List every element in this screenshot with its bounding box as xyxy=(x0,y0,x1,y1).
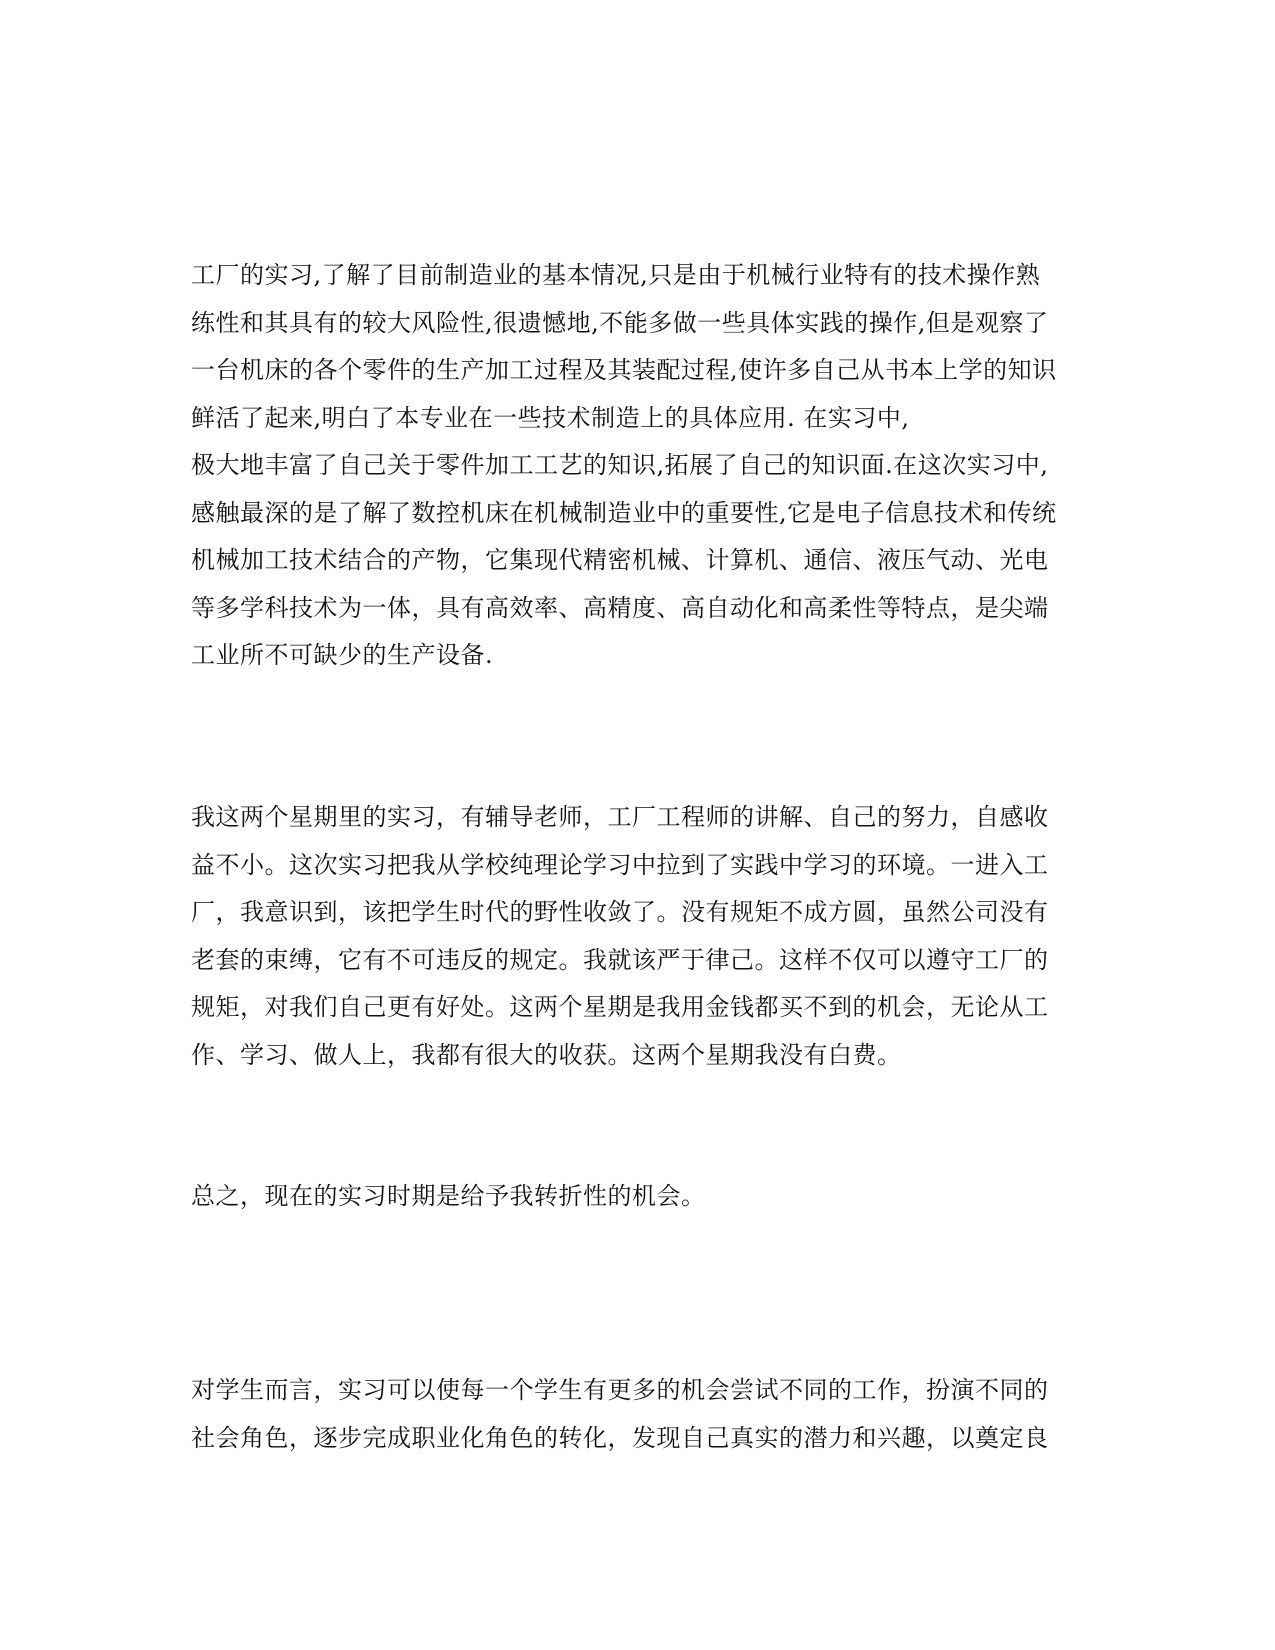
text-line: 我这两个星期里的实习，有辅导老师，工厂工程师的讲解、自己的努力，自感收 xyxy=(191,803,1049,831)
text-line: 作、学习、做人上，我都有很大的收获。这两个星期我没有白费。 xyxy=(191,1040,902,1069)
text-line: 对学生而言，实习可以使每一个学生有更多的机会尝试不同的工作，扮演不同的 xyxy=(191,1376,1049,1404)
text-line: 机械加工技术结合的产物，它集现代精密机械、计算机、通信、液压气动、光电 xyxy=(191,546,1049,574)
paragraph-summary xyxy=(191,1173,1091,1221)
paragraph-internship-factory xyxy=(191,252,1091,680)
text-line: 规矩，对我们自己更有好处。这两个星期是我用金钱都买不到的机会，无论从工 xyxy=(191,993,1049,1021)
text-line: 工厂的实习,了解了目前制造业的基本情况,只是由于机械行业特有的技术操作熟 xyxy=(191,261,1041,289)
paragraph-two-weeks xyxy=(191,794,1091,1079)
text-line: 一台机床的各个零件的生产加工过程及其装配过程,使许多自己从书本上学的知识 xyxy=(191,356,1057,384)
text-line: 总之，现在的实习时期是给予我转折性的机会。 xyxy=(191,1182,706,1210)
paragraph-students xyxy=(191,1367,1091,1462)
text-line: 感触最深的是了解了数控机床在机械制造业中的重要性,它是电子信息技术和传统 xyxy=(191,498,1057,527)
text-line: 鲜活了起来,明白了本专业在一些技术制造上的具体应用. 在实习中, xyxy=(191,403,910,432)
text-line: 社会角色，逐步完成职业化角色的转化，发现自己真实的潜力和兴趣，以奠定良 xyxy=(191,1423,1049,1452)
text-line: 老套的束缚，它有不可违反的规定。我就该严于律己。这样不仅可以遵守工厂的 xyxy=(191,945,1049,974)
text-line: 极大地丰富了自己关于零件加工工艺的知识,拓展了自己的知识面.在这次实习中, xyxy=(191,451,1049,479)
text-line: 厂，我意识到，该把学生时代的野性收敛了。没有规矩不成方圆，虽然公司没有 xyxy=(191,898,1049,926)
text-line: 等多学科技术为一体，具有高效率、高精度、高自动化和高柔性等特点，是尖端 xyxy=(191,593,1049,622)
text-line: 工业所不可缺少的生产设备. xyxy=(191,641,494,669)
text-line: 练性和其具有的较大风险性,很遗憾地,不能多做一些具体实践的操作,但是观察了 xyxy=(191,308,1049,337)
text-line: 益不小。这次实习把我从学校纯理论学习中拉到了实践中学习的环境。一进入工 xyxy=(191,850,1049,879)
